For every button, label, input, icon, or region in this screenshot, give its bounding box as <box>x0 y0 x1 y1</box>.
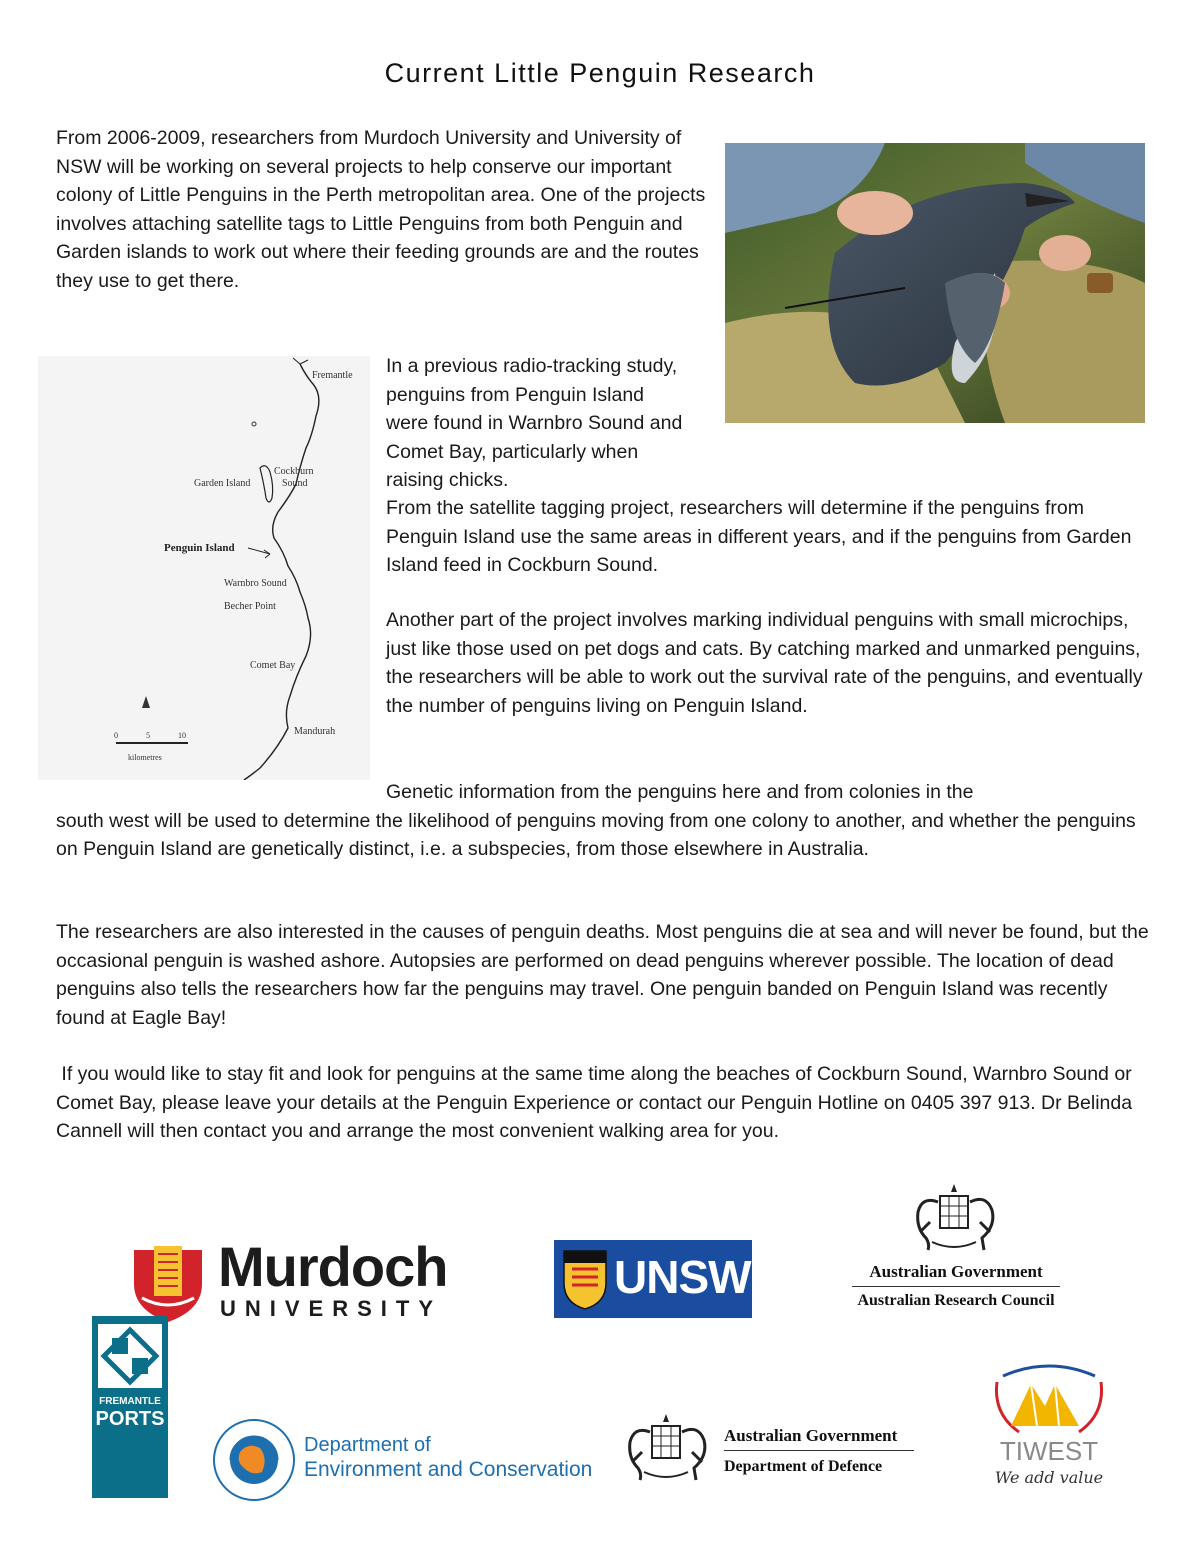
map-label-becher: Becher Point <box>224 601 276 612</box>
unsw-wordmark: UNSW <box>614 1251 751 1303</box>
unsw-logo <box>554 1240 752 1318</box>
intro-paragraph: From 2006-2009, researchers from Murdoch University and University of NSW will be working on several projects to help conserve our important colony of Little Penguins in the Perth metropolitan area. One of the projects involves attaching satellite tags to Little Penguins from both Penguin and Garden islands to work out where their feeding grounds are and the routes they use to get there. <box>56 127 706 292</box>
fremantle-ports-logo <box>92 1316 168 1498</box>
murdoch-university-text: UNIVERSITY <box>220 1296 443 1321</box>
map-label-penguin-island: Penguin Island <box>164 542 235 554</box>
unsw-crest-icon <box>562 1247 608 1311</box>
arc-logo <box>846 1182 1066 1318</box>
page-title: Current Little Penguin Research <box>384 58 816 88</box>
dec-logo <box>212 1418 612 1504</box>
fremantle-text: FREMANTLE <box>99 1396 161 1407</box>
map-label-sound: Sound <box>282 478 308 489</box>
map-label-mandurah: Mandurah <box>294 726 336 737</box>
map-label-fremantle: Fremantle <box>312 370 353 381</box>
map-label-comet: Comet Bay <box>250 660 296 671</box>
coastline-map <box>38 356 370 780</box>
map-scale-unit: kilometres <box>128 753 162 762</box>
murdoch-wordmark: Murdoch <box>218 1235 448 1298</box>
map-scale-10: 10 <box>178 731 186 740</box>
microchip-paragraph: Another part of the project involves marking individual penguins with small microchips, just like those used on pet dogs and cats. By catching marked and unmarked penguins, the researchers will be able to work out the survival rate of the penguins, and eventually the number of penguins living on Penguin Island. <box>386 609 1143 717</box>
aus-gov-defence-text: Australian Government <box>724 1426 898 1445</box>
walking-paragraph: If you would like to stay fit and look for penguins at the same time along the beaches of Cockburn Sound, Warnbro Sound or Comet Bay, please leave your details at the Penguin Experience or contact our Penguin Hotline on 0405 397 913. Dr Belinda Cannell will then contact you and arrange the most convenient walking area for you. <box>56 1063 1138 1142</box>
murdoch-logo <box>128 1235 468 1328</box>
murdoch-crest-icon <box>128 1240 208 1324</box>
dec-line2: Environment and Conservation <box>304 1458 593 1481</box>
deaths-paragraph: The researchers are also interested in the causes of penguin deaths. Most penguins die at sea and will never be found, but the occasional penguin is washed ashore. Autopsies are performed on dead penguins wherever possible. The location of dead penguins also tells the researchers how far the penguins may travel. One penguin banded on Penguin Island was recently found at Eagle Bay! <box>56 921 1149 1029</box>
map-label-cockburn: Cockburn <box>274 466 314 477</box>
coat-of-arms-defence-icon <box>616 1412 716 1484</box>
genetic-paragraph-first-line: Genetic information from the penguins here and from colonies in the <box>386 781 974 803</box>
map-scale-0: 0 <box>114 731 118 740</box>
tiwest-logo <box>982 1362 1116 1496</box>
arc-text: Australian Research Council <box>857 1292 1055 1309</box>
defence-logo <box>616 1408 920 1486</box>
dec-line1: Department of <box>304 1434 431 1456</box>
map-label-garden-island: Garden Island <box>194 478 251 489</box>
defence-text: Department of Defence <box>724 1458 883 1475</box>
fremantle-ports-emblem-icon <box>98 1324 162 1388</box>
ports-text: PORTS <box>95 1408 165 1430</box>
map-label-warnbro: Warnbro Sound <box>224 578 287 589</box>
tiwest-emblem-icon <box>989 1362 1109 1438</box>
coat-of-arms-icon <box>904 1182 1004 1254</box>
dec-globe-seal-icon <box>212 1418 296 1502</box>
tiwest-wordmark: TIWEST <box>999 1436 1099 1466</box>
tiwest-tagline: We add value <box>994 1468 1104 1487</box>
genetic-paragraph-rest: south west will be used to determine the likelihood of penguins moving from one colony to another, and whether the penguins on Penguin Island are genetically distinct, i.e. a subspecies, from those elsewhere in Australia. <box>56 809 1136 860</box>
satellite-paragraph: From the satellite tagging project, researchers will determine if the penguins from Penguin Island use the same areas in different years, and if the penguins from Garden Island feed in Cockburn Sound. <box>386 497 1132 576</box>
map-scale-5: 5 <box>146 731 150 740</box>
radio-tracking-paragraph: In a previous radio-tracking study, penguins from Penguin Island were found in Warnbro Sound and Comet Bay, particularly when raising chicks. <box>386 355 683 491</box>
aus-gov-text: Australian Government <box>869 1262 1043 1281</box>
genetic-paragraph <box>56 778 1156 864</box>
